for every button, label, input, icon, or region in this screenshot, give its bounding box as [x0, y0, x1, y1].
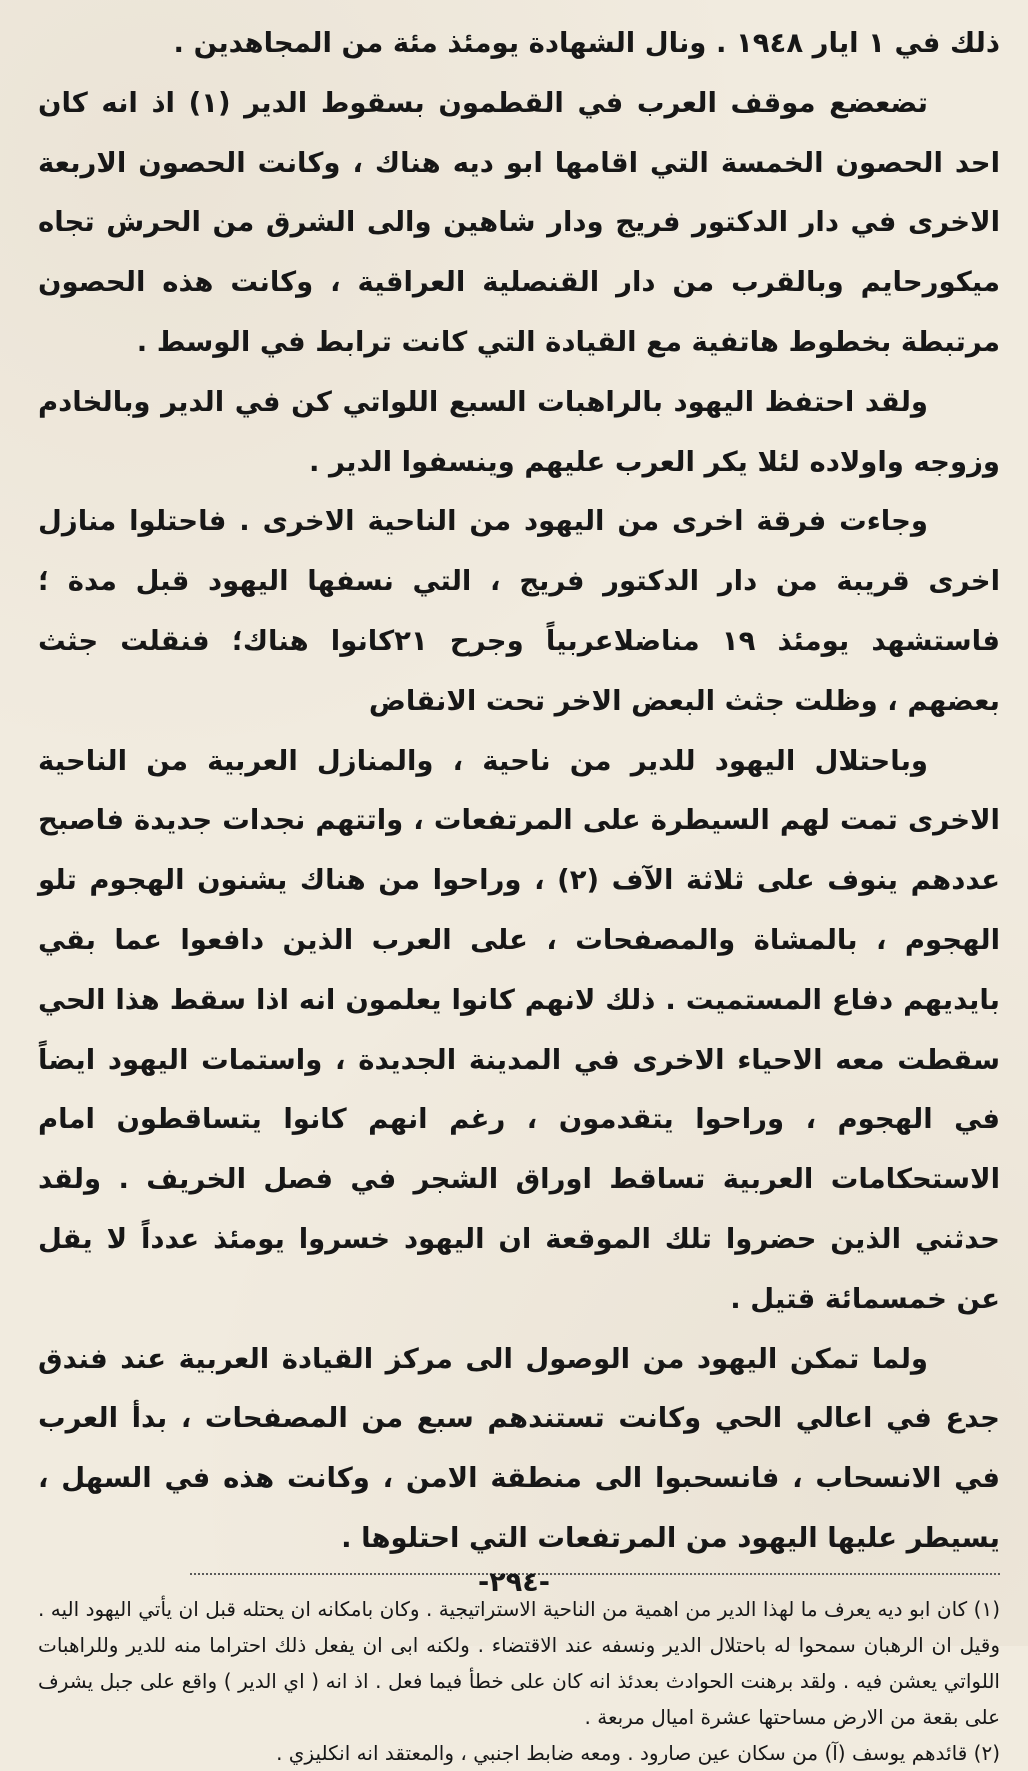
paragraph-4: وجاءت فرقة اخرى من اليهود من الناحية الاخرى . فاحتلوا منازل اخرى قريبة من دار الدكتور فريج ، التي نسفها اليهود قبل مدة ؛ فاستشهد يومئذ ١٩ مناضلاعربياً وجرح ٢١كانوا هناك؛ فنقلت جثث بعضهم ، وظلت جثث البعض الاخر تحت الانقاض — [38, 505, 1000, 717]
paragraph-5: وباحتلال اليهود للدير من ناحية ، والمنازل العربية من الناحية الاخرى تمت لهم السيطرة على المرتفعات ، واتتهم نجدات جديدة فاصبح عددهم ينوف على ثلاثة الآف (٢) ، وراحوا من هناك يشنون الهجوم تلو الهجوم ، بالمشاة والمصفحات ، على العرب الذين دافعوا عما بقي بايديهم دفاع المستميت . ذلك لانهم كانوا يعلمون انه اذا سقط هذا الحي سقطت معه الاحياء الاخرى في المدينة الجديدة ، واستمات اليهود ايضاً في الهجوم ، وراحوا يتقدمون ، رغم انهم كانوا يتساقطون امام الاستحكامات العربية تساقط اوراق الشجر في فصل الخريف . ولقد حدثني الذين حضروا تلك الموقعة ان اليهود خسروا يومئذ عدداً لا يقل عن خمسمائة قتيل . — [38, 744, 1000, 1315]
paragraph-3: ولقد احتفظ اليهود بالراهبات السبع اللواتي كن في الدير وبالخادم وزوجه واولاده لئلا يكر العرب عليهم وينسفوا الدير . — [38, 385, 1000, 478]
footnote-1: (١) كان ابو ديه يعرف ما لهذا الدير من اهمية من الناحية الاستراتيجية . وكان بامكانه ان يحتله قبل ان يأتي اليهود اليه . وقيل ان الرهبان سمحوا له باحتلال الدير ونسفه عند الاقتضاء . ولكنه ابى ان يفعل ذلك احتراما منه للدير وللراهبات اللواتي يعشن فيه . ولقد برهنت الحوادث بعدئذ انه كان على خطأ فيما فعل . اذ انه ( اي الدير ) واقع على جبل يشرف على بقعة من الارض مساحتها عشرة اميال مربعة . — [38, 1596, 1000, 1729]
paragraph-2: تضعضع موقف العرب في القطمون بسقوط الدير (١) اذ انه كان احد الحصون الخمسة التي اقامها ابو ديه هناك ، وكانت الحصون الاربعة الاخرى في دار الدكتور فريج ودار شاهين والى الشرق من الحرش تجاه ميكورحايم وبالقرب من دار القنصلية العراقية ، وكانت هذه الحصون مرتبطة بخطوط هاتفية مع القيادة التي كانت ترابط في الوسط . — [38, 86, 1000, 358]
paragraph-6: ولما تمكن اليهود من الوصول الى مركز القيادة العربية عند فندق جدع في اعالي الحي وكانت تستندهم سبع من المصفحات ، بدأ العرب في الانسحاب ، فانسحبوا الى منطقة الامن ، وكانت هذه في السهل ، يسيطر عليها اليهود من المرتفعات التي احتلوها . — [38, 1342, 1000, 1554]
main-text — [38, 14, 1000, 1569]
footnote-2: (٢) قائدهم يوسف (آ) من سكان عين صارود . ومعه ضابط اجنبي ، والمعتقد انه انكليزي . — [276, 1740, 1000, 1765]
footnotes — [38, 1591, 1000, 1771]
paragraph-1: ذلك في ١ ايار ١٩٤٨ . ونال الشهادة يومئذ مئة من المجاهدين . — [173, 27, 1000, 59]
page-number: -٢٩٤- — [478, 1567, 550, 1598]
